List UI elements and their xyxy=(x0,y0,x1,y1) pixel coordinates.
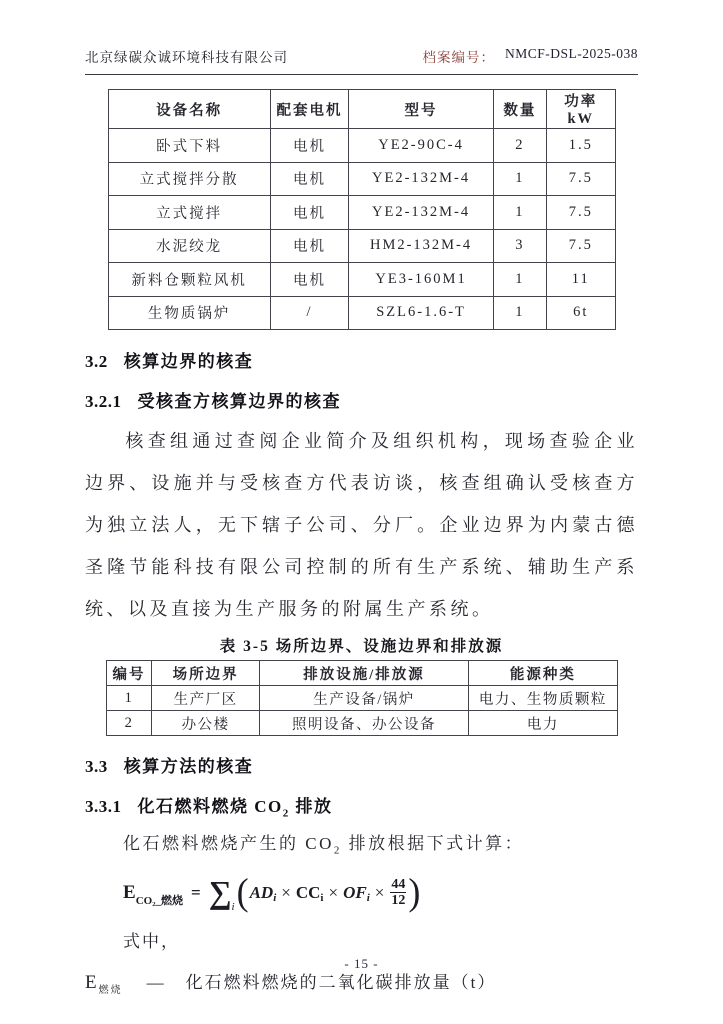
table-cell: 电机 xyxy=(270,229,349,263)
table-cell: 1 xyxy=(493,296,546,330)
table-row xyxy=(108,296,615,330)
section-heading-3-2-1 xyxy=(85,387,638,412)
table-cell: 2 xyxy=(106,711,152,736)
section-number: 3.3.1 xyxy=(85,797,122,816)
table-row xyxy=(108,196,615,230)
table-header-cell: 型号 xyxy=(349,90,493,129)
section-number: 3.3 xyxy=(85,757,108,776)
section-heading-3-2 xyxy=(85,347,638,372)
archive-number xyxy=(422,46,638,66)
table-cell: HM2-132M-4 xyxy=(349,229,493,263)
table-cell: 1.5 xyxy=(547,129,615,163)
archive-label: 档案编号： xyxy=(422,50,495,65)
table-header-cell: 排放设施/排放源 xyxy=(259,661,469,686)
table-cell: / xyxy=(270,296,349,330)
term-cc: CCi xyxy=(295,882,324,904)
table-cell: 7.5 xyxy=(547,162,615,196)
close-paren: ) xyxy=(408,871,421,914)
definition-dash: — xyxy=(146,972,166,992)
table-cell: 办公楼 xyxy=(152,711,259,736)
table-cell: 1 xyxy=(493,263,546,297)
equipment-table xyxy=(108,89,616,330)
table-row xyxy=(108,263,615,297)
table-cell: 电力 xyxy=(469,711,617,736)
table-cell: 生产设备/锅炉 xyxy=(259,686,469,711)
term-ad: ADi xyxy=(249,882,277,904)
table-cell: 电机 xyxy=(270,129,349,163)
table-cell: 2 xyxy=(493,129,546,163)
table-cell: 水泥绞龙 xyxy=(108,229,270,263)
table-row xyxy=(106,686,617,711)
table-cell: 卧式下料 xyxy=(108,129,270,163)
section-title: 受核查方核算边界的核查 xyxy=(137,392,341,411)
table-cell: 11 xyxy=(547,263,615,297)
section-number: 3.2 xyxy=(85,352,108,371)
section-title: 化石燃料燃烧 $CO_2$ 排放 xyxy=(137,797,333,820)
table-row xyxy=(106,711,617,736)
section-heading-3-3-1 xyxy=(85,792,638,819)
table-cell: 1 xyxy=(106,686,152,711)
equals-sign: = xyxy=(191,882,201,902)
table-header-cell: 配套电机 xyxy=(270,90,349,129)
where-label: 式中， xyxy=(123,931,180,951)
table-cell: 7.5 xyxy=(547,229,615,263)
multiply-sign: × xyxy=(374,882,385,902)
page-number: - 15 - xyxy=(344,956,379,971)
formula-lhs: E CO₂_燃烧 xyxy=(123,881,183,907)
table-cell: 电机 xyxy=(270,162,349,196)
table-cell: 1 xyxy=(493,162,546,196)
table-row xyxy=(108,229,615,263)
table-cell: YE2-132M-4 xyxy=(349,162,493,196)
table-header-cell: 编号 xyxy=(106,661,152,686)
boundary-table xyxy=(106,660,618,736)
table-row xyxy=(108,129,615,163)
section-title: 核算边界的核查 xyxy=(123,352,254,371)
formula-intro: 化石燃料燃烧产生的 $CO_2$ 排放根据下式计算： xyxy=(123,834,525,857)
table-cell: SZL6-1.6-T xyxy=(349,296,493,330)
table-cell: 1 xyxy=(493,196,546,230)
table-cell: YE2-90C-4 xyxy=(349,129,493,163)
summation-symbol: ∑ i xyxy=(208,874,235,914)
page-header xyxy=(85,46,638,75)
archive-value: NMCF-DSL-2025-038 xyxy=(504,46,638,61)
fraction-44-12: $\frac{44}{12}$ xyxy=(391,876,406,909)
table-row xyxy=(108,162,615,196)
multiply-sign: × xyxy=(328,882,339,902)
section-title: 核算方法的核查 xyxy=(123,757,254,776)
table-cell: 生产厂区 xyxy=(152,686,259,711)
table-3-5-caption: 表 3-5 场所边界、设施边界和排放源 xyxy=(219,638,504,655)
table-header-cell: 设备名称 xyxy=(108,90,270,129)
table-cell: 7.5 xyxy=(547,196,615,230)
table-cell: 新料仓颗粒风机 xyxy=(108,263,270,297)
company-name: 北京绿碳众诚环境科技有限公司 xyxy=(85,50,288,65)
definition-text: 化石燃料燃烧的二氧化碳排放量（t） xyxy=(185,972,497,992)
table-header-row xyxy=(106,661,617,686)
table-cell: 立式搅拌分散 xyxy=(108,162,270,196)
table-header-cell: 数量 xyxy=(493,90,546,129)
table-header-cell: 功率 kW xyxy=(547,90,615,129)
table-header-cell: 能源种类 xyxy=(469,661,617,686)
section-number: 3.2.1 xyxy=(85,392,122,411)
multiply-sign: × xyxy=(281,882,291,902)
table-cell: 立式搅拌 xyxy=(108,196,270,230)
co2-formula xyxy=(85,867,638,919)
table-cell: 照明设备、办公设备 xyxy=(259,711,469,736)
table-cell: YE2-132M-4 xyxy=(349,196,493,230)
term-of: OFi xyxy=(343,882,370,904)
section-heading-3-3 xyxy=(85,752,638,777)
body-paragraph: 核查组通过查阅企业简介及组织机构，现场查验企业边界、设施并与受核查方代表访谈，核查组确认受核查方为独立法人，无下辖子公司、分厂。企业边界为内蒙古德圣隆节能科技有限公司控制的所有生产系统、辅助生产系统、以及直接为生产服务的附属生产系统。 xyxy=(85,431,638,619)
table-cell: 3 xyxy=(493,229,546,263)
table-cell: 6t xyxy=(547,296,615,330)
symbol: $E_{燃烧}$ xyxy=(85,971,123,996)
table-cell: 电力、生物质颗粒 xyxy=(469,686,617,711)
table-header-cell: 场所边界 xyxy=(152,661,259,686)
table-cell: 电机 xyxy=(270,196,349,230)
table-cell: 生物质锅炉 xyxy=(108,296,270,330)
open-paren: ( xyxy=(236,871,249,914)
table-header-row xyxy=(108,90,615,129)
table-cell: YE3-160M1 xyxy=(349,263,493,297)
table-cell: 电机 xyxy=(270,263,349,297)
